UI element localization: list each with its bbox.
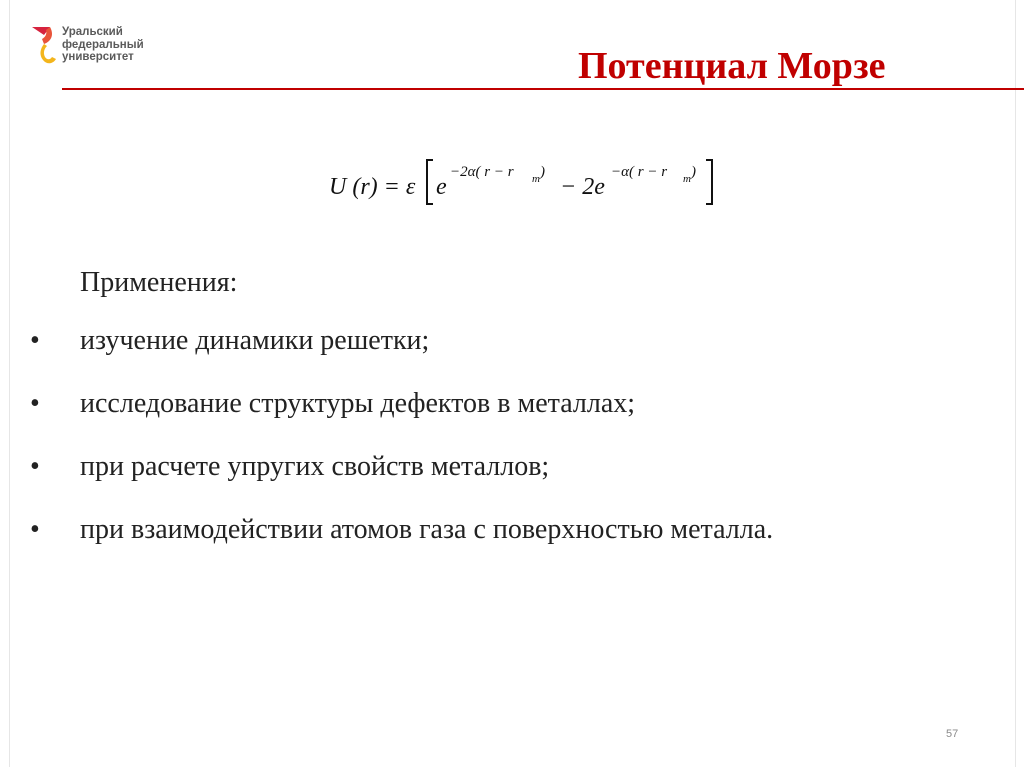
formula-term1-close: ) [540,164,545,180]
bullet-icon: • [30,451,40,482]
slide-title: Потенциал Морзе [578,45,886,87]
formula-term2-exponent: −α( r − r [611,164,668,180]
applications-heading: Применения: [80,267,238,298]
page-number: 57 [946,728,959,740]
bullet-icon: • [30,388,40,419]
list-item-text: при взаимодействии атомов газа с поверхностью металла. [80,514,774,545]
list-item-text: при расчете упругих свойств металлов; [80,451,550,482]
formula-term2-subscript: m [683,173,691,185]
bullet-icon: • [30,325,40,356]
formula-term2-close: ) [691,164,696,180]
list-item-text: изучение динамики решетки; [80,325,430,356]
formula-term1-subscript: m [532,173,540,185]
formula-term1-exponent: −2α( r − r [450,164,514,180]
logo-line-1: Уральский [62,26,123,38]
list-item-text: исследование структуры дефектов в металлах; [80,388,636,419]
formula-left-bracket [427,160,433,204]
bullet-icon: • [30,514,40,545]
formula-lhs: U (r) = ε [329,174,416,200]
logo-line-2: федеральный [62,38,144,51]
formula-minus-two-e: − 2e [560,174,605,200]
formula-term1-base: e [436,174,447,200]
logo-line-3: университет [62,51,134,63]
formula-right-bracket [706,160,712,204]
